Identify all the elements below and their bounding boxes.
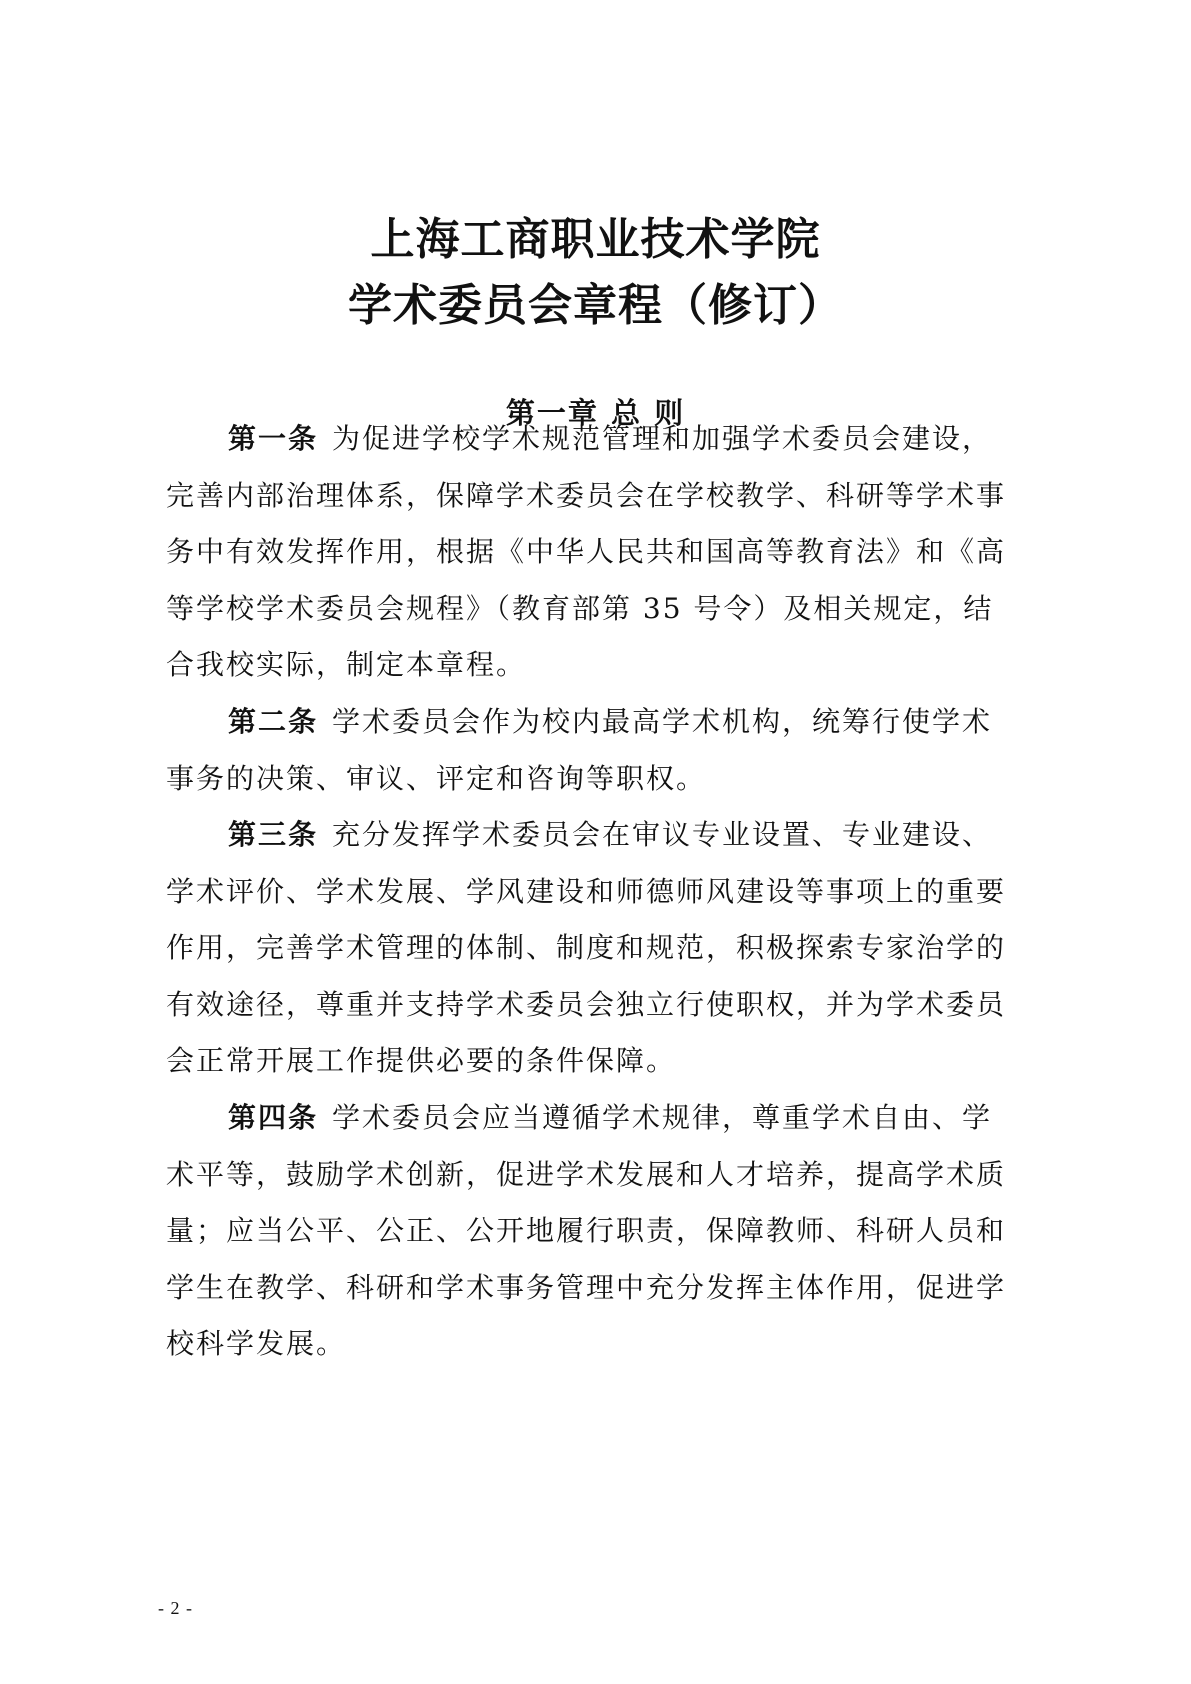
article-line xyxy=(166,694,1046,751)
article-line: 完善内部治理体系，保障学术委员会在学校教学、科研等学术事 xyxy=(166,478,1007,512)
article-line: 会正常开展工作提供必要的条件保障。 xyxy=(166,1044,677,1077)
article-line: 校科学发展。 xyxy=(166,1327,347,1360)
article-text: 学术委员会作为校内最高学术机构，统筹行使学术 xyxy=(332,705,993,738)
article-line: 合我校实际，制定本章程。 xyxy=(166,648,527,681)
document-title xyxy=(0,207,1191,339)
title-line-1: 上海工商职业技术学院 xyxy=(370,214,821,265)
article-line: 学生在教学、科研和学术事务管理中充分发挥主体作用，促进学 xyxy=(166,1270,1007,1304)
title-line-2: 学术委员会章程（修订） xyxy=(348,280,843,331)
page-number: - 2 - xyxy=(158,1598,193,1618)
article-line xyxy=(166,1090,1046,1147)
article-line: 量；应当公平、公正、公开地履行职责，保障教师、科研人员和 xyxy=(166,1214,1007,1247)
article-heading: 第二条 xyxy=(228,705,319,738)
article-4 xyxy=(166,1090,1046,1373)
article-line: 学术评价、学术发展、学风建设和师德师风建设等事项上的重要 xyxy=(166,874,1007,908)
article-text: 充分发挥学术委员会在审议专业设置、专业建设、 xyxy=(332,818,993,851)
article-line: 术平等，鼓励学术创新，促进学术发展和人才培养，提高学术质 xyxy=(166,1157,1007,1191)
article-1 xyxy=(166,411,1046,694)
article-line: 作用，完善学术管理的体制、制度和规范，积极探索专家治学的 xyxy=(166,931,1007,964)
article-line: 有效途径，尊重并支持学术委员会独立行使职权，并为学术委员 xyxy=(166,987,1007,1021)
article-text: 为促进学校学术规范管理和加强学术委员会建设， xyxy=(332,422,993,455)
chapter-heading: 第一章 总 则 xyxy=(505,396,686,430)
article-line xyxy=(166,807,1046,864)
article-3 xyxy=(166,807,1046,1090)
article-heading: 第一条 xyxy=(228,422,319,455)
article-line: 务中有效发挥作用，根据《中华人民共和国高等教育法》和《高 xyxy=(166,535,1007,568)
article-line: 等学校学术委员会规程》（教育部第 35 号令）及相关规定，结 xyxy=(166,591,994,625)
article-2 xyxy=(166,694,1046,807)
article-heading: 第三条 xyxy=(228,818,319,851)
article-line: 事务的决策、审议、评定和咨询等职权。 xyxy=(166,761,707,795)
article-line xyxy=(166,411,1046,468)
article-heading: 第四条 xyxy=(228,1101,319,1134)
article-text: 学术委员会应当遵循学术规律，尊重学术自由、学 xyxy=(332,1101,993,1134)
